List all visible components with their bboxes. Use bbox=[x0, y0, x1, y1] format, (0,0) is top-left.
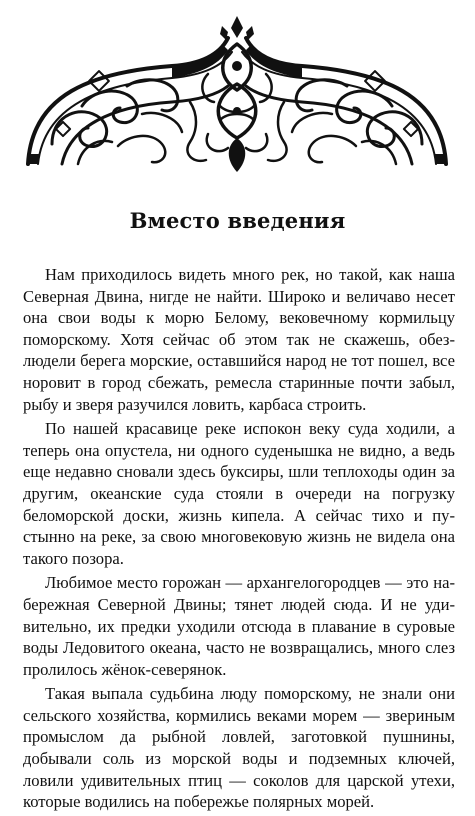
celtic-knot-ornament-icon bbox=[22, 14, 452, 174]
paragraph: Такая выпала судьбина люду поморскому, не знали они сельского хозяйства, кормились веками морем — звериным промыслом да рыбной ловлей, заготовкой пушнины, добывали соль из морской воды и подземных ключей, ловили удивительных птиц — соколов для царской утехи, которые водились на побережье полярных морей. bbox=[23, 684, 455, 812]
chapter-title: Вместо введения bbox=[129, 208, 346, 233]
paragraph: Любимое место горожан — архангелогородцев — это набережная Северной Двины; тянет людей сюда. И не удивительно, их предки уходили отсюда в плавание в суровые воды Ледовитого океана, часто не возвращались, много слез пролилось жёнок-северянок. bbox=[23, 573, 455, 679]
paragraph: Нам приходилось видеть много рек, но такой, как наша Северная Двина, нигде не найти. Широко и величаво несет она свои воды к морю Белому, вековечному кормильцу поморскому. Хотя сейчас об этом так не скажешь, обезлюдели берега морские, оставшийся народ не тот пошел, все норовит в город сбежать, ремесла старинные почти забыл, рыбу и зверя разучился ловить, карбаса строить. bbox=[23, 265, 455, 414]
body-text bbox=[23, 264, 455, 816]
paragraph: По нашей красавице реке испокон веку суда ходили, а теперь она опустела, ни одного суденышка не видно, а ведь еще недавно сновали здесь буксиры, шли теплоходы один за другим, океанские суда стояли в очереди на погрузку беломорской доски, жизнь кипела. А сейчас тихо и пустынно на реке, за свою многовековую жизнь не видела она такого позора. bbox=[23, 419, 455, 568]
